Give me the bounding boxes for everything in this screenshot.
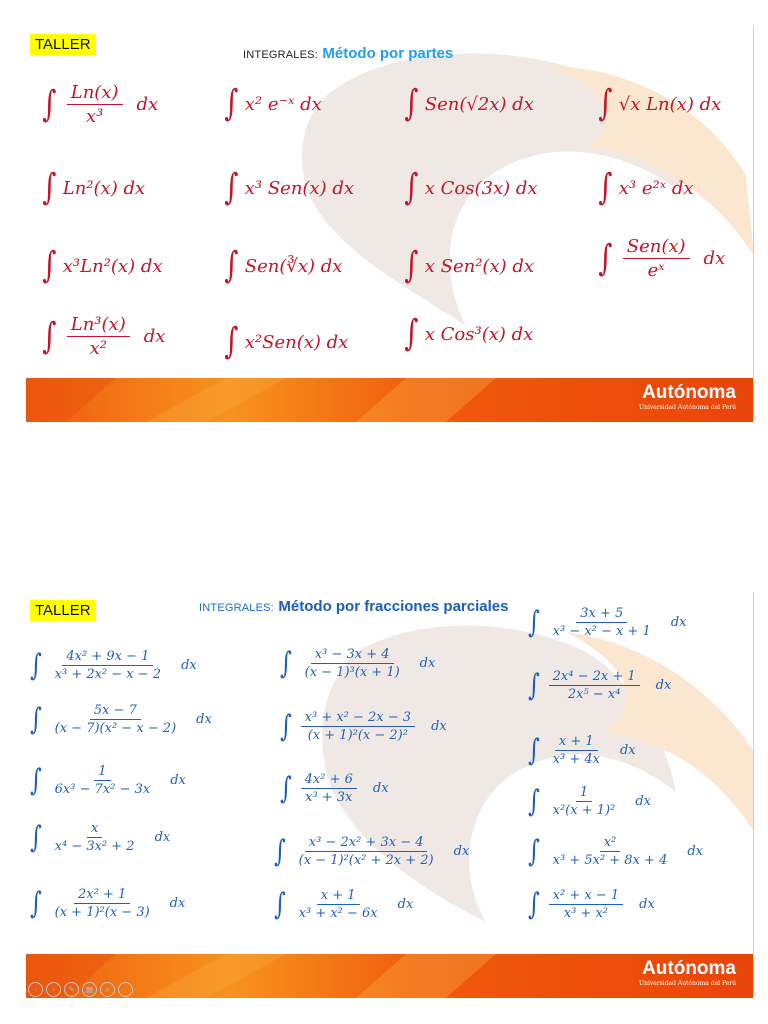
integral-sign-icon: ∫ [527,783,540,819]
integral-sign-icon: ∫ [527,667,540,703]
integral-sign-icon: ∫ [404,83,419,124]
integral-sign-icon: ∫ [29,885,42,921]
slideshow-toolbar [28,982,133,997]
integral-sign-icon: ∫ [598,83,613,124]
integral-f16: ∫ $\frac{\text{x² + x − 1}}{\text{x³ + x²}}$ dx [527,886,655,922]
title-method: Método por fracciones parciales [278,598,509,615]
integral-f8: ∫ $\frac{\text{4x² + 6}}{\text{x³ + 3x}}$ dx [279,770,389,806]
autonoma-logo: Autónoma Universidad Autónoma del Perú [639,958,736,987]
integral-sign-icon: ∫ [527,833,540,869]
integral-sign-icon: ∫ [224,167,239,208]
integral-p5: ∫ Ln²(x) dx [42,167,146,208]
integral-p12: ∫ $\frac{\text{Sen(x)}}{\text{eˣ}}$ dx [598,236,726,281]
zoom-icon[interactable]: ⌕ [100,982,115,997]
slide-partes [26,26,754,422]
integral-f11: ∫ $\frac{3x + 5}{\text{x³ − x² − x + 1}}$ dx [527,604,687,640]
integral-sign-icon: ∫ [527,732,540,768]
integral-sign-icon: ∫ [273,833,286,869]
integral-p14: ∫ x²Sen(x) dx [224,321,349,362]
integral-p13: ∫ $\frac{\text{Ln³(x)}}{\text{x²}}$ dx [42,314,166,359]
taller-tag: TALLER [30,34,96,55]
integral-sign-icon: ∫ [42,245,57,286]
integral-sign-icon: ∫ [527,886,540,922]
slides-icon[interactable]: ▦ [82,982,97,997]
integral-p8: ∫ x³ e²ˣ dx [598,167,694,208]
integral-sign-icon: ∫ [404,313,419,354]
integral-p2: ∫ x² e⁻ˣ dx [224,83,322,124]
integral-sign-icon: ∫ [224,321,239,362]
integral-p1: ∫ $\frac{Ln(x)}{\text{x³}}$ dx [42,82,159,127]
integral-sign-icon: ∫ [224,245,239,286]
integral-f9: ∫ $\frac{\text{x³ − 2x² + 3x − 4}}{\text{(x − 1)²(x² + 2x + 2)}}$ dx [273,833,470,869]
integral-p3: ∫ Sen(√2x) dx [404,83,534,124]
integral-sign-icon: ∫ [29,819,42,855]
integral-sign-icon: ∫ [279,645,292,681]
more-icon[interactable]: ⋯ [118,982,133,997]
integral-sign-icon: ∫ [42,167,57,208]
integral-sign-icon: ∫ [279,770,292,806]
prev-icon[interactable]: ‹ [28,982,43,997]
integral-f10: ∫ $\frac{x + 1}{\text{x³ + x² − 6x}}$ dx [273,886,414,922]
integral-p15: ∫ x Cos³(x) dx [404,313,534,354]
integral-f3: ∫ $\frac{1}{\text{6x³ − 7x² − 3x}}$ dx [29,762,186,798]
footer-band [26,378,754,422]
integral-f13: ∫ $\frac{x + 1}{\text{x³ + 4x}}$ dx [527,732,636,768]
integral-sign-icon: ∫ [273,886,286,922]
integral-f7: ∫ $\frac{\text{x³ + x² − 2x − 3}}{\text{(x + 1)²(x − 2)²}}$ dx [279,708,447,744]
integral-sign-icon: ∫ [224,83,239,124]
slide-title [199,598,508,616]
integral-f6: ∫ $\frac{\text{x³ − 3x + 4}}{\text{(x − 1)³(x + 1)}}$ dx [279,645,436,681]
integral-p7: ∫ x Cos(3x) dx [404,167,538,208]
slide-fracciones [26,592,754,998]
integral-sign-icon: ∫ [404,167,419,208]
integral-f1: ∫ $\frac{\text{4x² + 9x − 1}}{\text{x³ + 2x² − x − 2}}$ dx [29,647,197,683]
slide-title [243,45,453,63]
title-method: Método por partes [322,45,454,62]
slide-edge [753,26,754,422]
integral-p10: ∫ Sen(∛x) dx [224,245,343,286]
integral-f12: ∫ $\frac{\text{2x⁴ − 2x + 1}}{\text{2x⁵ − x⁴}}$ dx [527,667,672,703]
integral-sign-icon: ∫ [29,701,42,737]
autonoma-logo: Autónoma Universidad Autónoma del Perú [639,382,736,411]
integral-f2: ∫ $\frac{5x - 7}{\text{(x − 7)(x² − x − 2)}}$ dx [29,701,212,737]
slide-edge [753,592,754,998]
taller-tag: TALLER [30,600,96,621]
integral-sign-icon: ∫ [527,604,540,640]
integral-f15: ∫ $\frac{\text{x²}}{\text{x³ + 5x² + 8x + 4}}$ dx [527,833,703,869]
integral-p11: ∫ x Sen²(x) dx [404,245,535,286]
integral-sign-icon: ∫ [42,83,57,125]
title-prefix: INTEGRALES: [199,602,274,614]
integral-sign-icon: ∫ [404,245,419,286]
integral-sign-icon: ∫ [29,762,42,798]
next-icon[interactable]: › [46,982,61,997]
pen-icon[interactable]: ✎ [64,982,79,997]
integral-sign-icon: ∫ [29,647,42,683]
integral-sign-icon: ∫ [598,237,613,279]
integral-sign-icon: ∫ [598,167,613,208]
integral-sign-icon: ∫ [42,315,57,357]
integral-f14: ∫ $\frac{1}{\text{x²(x + 1)²}}$ dx [527,783,651,819]
integral-p6: ∫ x³ Sen(x) dx [224,167,355,208]
integral-f5: ∫ $\frac{\text{2x² + 1}}{\text{(x + 1)²(x − 3)}}$ dx [29,885,186,921]
integral-p9: ∫ x³Ln²(x) dx [42,245,163,286]
footer-band [26,954,754,998]
integral-f4: ∫ $\frac{x}{\text{x⁴ − 3x² + 2}}$ dx [29,819,171,855]
title-prefix: INTEGRALES: [243,49,318,61]
integral-sign-icon: ∫ [279,708,292,744]
integral-p4: ∫ √x Ln(x) dx [598,83,722,124]
